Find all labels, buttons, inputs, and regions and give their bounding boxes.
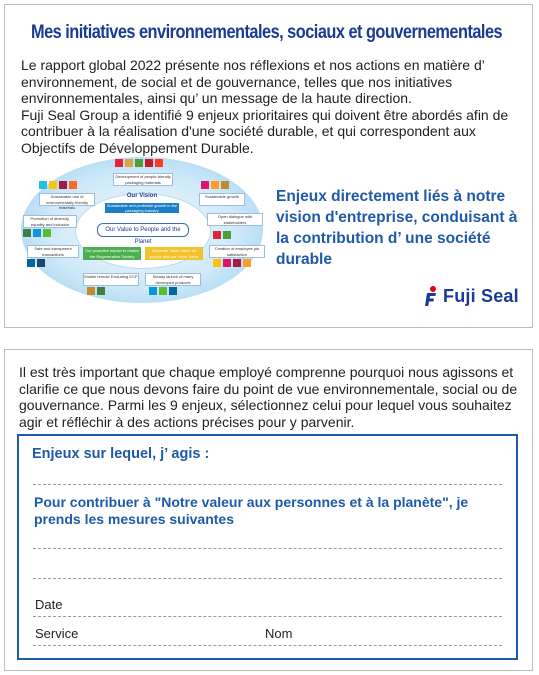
intro-text bbox=[21, 57, 521, 156]
sdg-icon bbox=[233, 259, 241, 267]
sdg-icon bbox=[213, 231, 221, 239]
bottom-card bbox=[4, 349, 533, 671]
sdg-icon bbox=[211, 181, 219, 189]
diagram-chip: Promotion of diversity, equality and inclusion bbox=[23, 215, 77, 228]
sdg-icon bbox=[149, 287, 157, 295]
priority-issues-diagram bbox=[17, 151, 267, 309]
vision-heading: Enjeux directement liés à notre vision d'entreprise, conduisant à la contribution d’ une société durable bbox=[276, 188, 518, 268]
action-answer-line-1[interactable] bbox=[33, 548, 502, 549]
sdg-icon bbox=[223, 259, 231, 267]
sdg-icon bbox=[213, 259, 221, 267]
service-label: Service bbox=[35, 626, 79, 641]
sdg-icon bbox=[27, 259, 35, 267]
sdg-icon bbox=[201, 181, 209, 189]
sdg-icon bbox=[169, 287, 177, 295]
page-title: Mes initiatives environnementales, sociaux et gouvernementales bbox=[31, 22, 503, 43]
sdg-icon bbox=[37, 259, 45, 267]
intro-paragraph-1: Le rapport global 2022 présente nos réflexions et nos actions en matière d’ environnement, de social et de gouvernance, telles que nos initiatives environnementales, ainsi qu’ un message de la haute direction. bbox=[21, 57, 485, 106]
top-card bbox=[4, 4, 533, 328]
diagram-vision-label: Our Vision bbox=[126, 193, 158, 199]
diagram-chip-yellow: Generate Value Value for people and our Value Value bbox=[145, 247, 203, 260]
diagram-chip: Sustainable growth bbox=[199, 193, 245, 206]
sdg-icon bbox=[87, 287, 95, 295]
sdg-icon bbox=[69, 181, 77, 189]
sdg-icon bbox=[97, 287, 105, 295]
sdg-icon bbox=[221, 181, 229, 189]
sdg-icon bbox=[135, 159, 143, 167]
commitment-form bbox=[17, 434, 518, 660]
date-answer-line[interactable] bbox=[33, 616, 502, 617]
nom-label: Nom bbox=[265, 626, 293, 641]
sdg-icon bbox=[59, 181, 67, 189]
title-row bbox=[21, 21, 516, 45]
fuji-seal-logo-icon bbox=[421, 285, 439, 307]
sdg-icon bbox=[49, 181, 57, 189]
diagram-chip: Creation of employee job satisfaction bbox=[209, 245, 265, 258]
sdg-icon bbox=[243, 259, 251, 267]
diagram-chip: Open dialogue with stakeholders bbox=[207, 213, 263, 226]
diagram-chip: Development of people-friendly packaging materials bbox=[113, 173, 173, 186]
sdg-icon bbox=[155, 159, 163, 167]
issue-answer-line[interactable] bbox=[33, 484, 502, 485]
sdg-icon bbox=[115, 159, 123, 167]
issue-question: Enjeux sur lequel, j’ agis : bbox=[32, 446, 210, 462]
sdg-icon bbox=[223, 231, 231, 239]
diagram-chip-green: Our proactive impact to realize the Regenerative Society bbox=[84, 248, 140, 259]
logo-text: Fuji Seal bbox=[443, 285, 519, 306]
sdg-icon bbox=[43, 229, 51, 237]
sdg-icon bbox=[159, 287, 167, 295]
sdg-icon bbox=[33, 229, 41, 237]
fuji-seal-logo bbox=[421, 285, 519, 307]
diagram-chip: Steady launch of many developed products bbox=[145, 273, 201, 286]
diagram-vision-box: Sustainable and profitable growth in the packaging industry bbox=[106, 203, 178, 213]
action-answer-line-2[interactable] bbox=[33, 578, 502, 579]
date-label: Date bbox=[35, 597, 63, 612]
diagram-value-label: Our Value to People and the Planet bbox=[97, 223, 189, 237]
sdg-icon bbox=[145, 159, 153, 167]
diagram-chip: Sustainable use of environmentally friendly materials bbox=[39, 193, 95, 206]
action-question: Pour contribuer à "Notre valeur aux personnes et à la planète", je prends les mesures suivantes bbox=[34, 494, 469, 527]
service-nom-answer-line[interactable] bbox=[33, 645, 502, 646]
sdg-icon bbox=[23, 229, 31, 237]
sdg-icon bbox=[125, 159, 133, 167]
intro-paragraph-2: Fuji Seal Group a identifié 9 enjeux prioritaires qui doivent être abordés afin de contribuer à la réalisation d'une société durable, et qui correspondent aux Objectifs de Développement Durable. bbox=[21, 106, 509, 156]
sdg-icon bbox=[39, 181, 47, 189]
instructions-text: Il est très important que chaque employé comprenne pourquoi nous agissons et clarifie ce que nous devons faire du point de vue environnementale, social ou de gouvernance. Parmi les 9 enjeux, sélectionnez celui pour lequel vous souhaitez agir et réfléchir à des actions précises pour y parvenir. bbox=[19, 364, 518, 430]
diagram-chip: Mobile remote Excluding ECP bbox=[83, 273, 139, 286]
diagram-chip: Safe and transparent transactions bbox=[27, 245, 79, 258]
